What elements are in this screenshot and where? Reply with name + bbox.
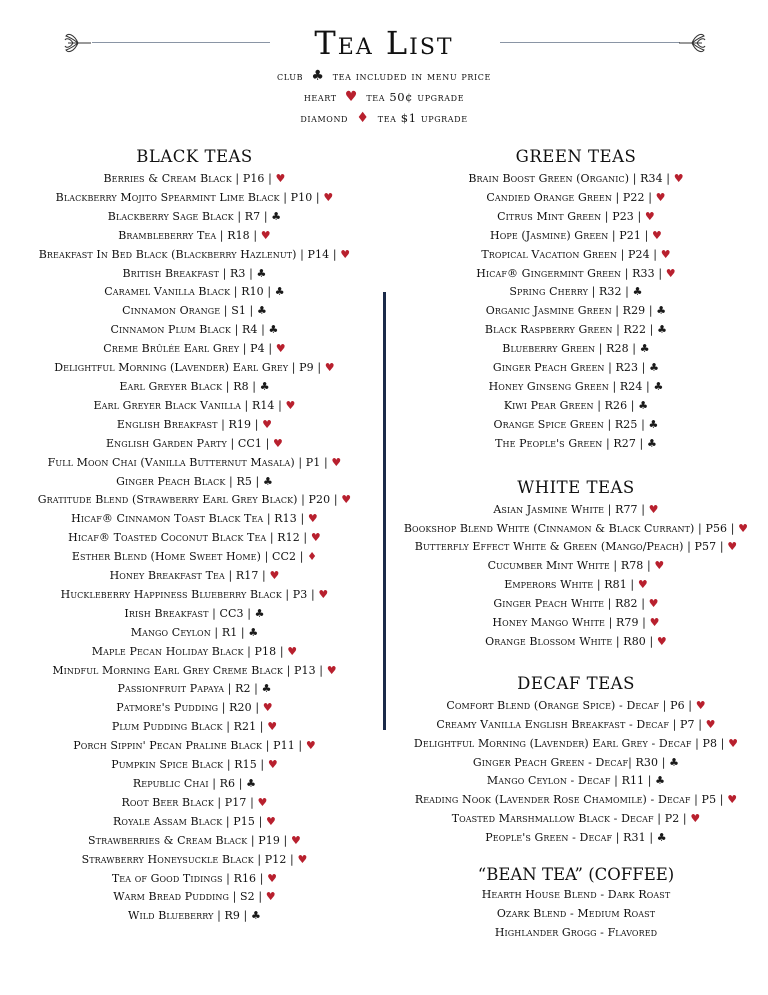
menu-item-name: Royale Assam Black | P15 | bbox=[113, 814, 263, 828]
menu-item-name: Hicaf® Cinnamon Toast Black Tea | R13 | bbox=[71, 512, 305, 526]
menu-item bbox=[392, 246, 760, 265]
heart-icon: ♥ bbox=[649, 616, 660, 630]
club-icon: ♣ bbox=[646, 436, 657, 450]
menu-header bbox=[0, 0, 768, 140]
menu-item-name: Candied Orange Green | P22 | bbox=[486, 190, 653, 204]
menu-item-name: Hearth House Blend - Dark Roast bbox=[481, 888, 671, 902]
menu-item bbox=[392, 538, 760, 557]
white-teas-list bbox=[392, 501, 760, 652]
heart-icon: ♥ bbox=[690, 812, 701, 826]
menu-item bbox=[22, 208, 367, 227]
menu-item bbox=[22, 605, 367, 624]
menu-item bbox=[392, 697, 760, 716]
menu-item-name: Kiwi Pear Green | R26 | bbox=[503, 398, 635, 412]
menu-item bbox=[22, 870, 367, 889]
menu-item-name: Blueberry Green | R28 | bbox=[502, 342, 637, 356]
club-icon: ♣ bbox=[274, 285, 285, 299]
heart-icon: ♥ bbox=[275, 342, 286, 356]
club-icon: ♣ bbox=[271, 209, 282, 223]
menu-item bbox=[392, 208, 760, 227]
menu-item bbox=[392, 340, 760, 359]
legend-text: tea 50¢ upgrade bbox=[366, 90, 465, 104]
menu-item-name: Bookshop Blend White (Cinnamon & Black Currant) | P56 | bbox=[403, 521, 735, 535]
menu-item-name: Citrus Mint Green | P23 | bbox=[497, 209, 642, 223]
menu-item-name: Creamy Vanilla English Breakfast - Decaf | P7 | bbox=[436, 717, 703, 731]
club-icon: ♣ bbox=[311, 68, 325, 84]
menu-item-name: Irish Breakfast | CC3 | bbox=[124, 606, 252, 620]
heart-icon: ♥ bbox=[310, 531, 321, 545]
menu-item bbox=[22, 699, 367, 718]
menu-item bbox=[22, 737, 367, 756]
menu-item bbox=[22, 321, 367, 340]
menu-item-name: Strawberry Honeysuckle Black | P12 | bbox=[81, 852, 294, 866]
menu-item-name: Comfort Blend (Orange Spice) - Decaf | P6 | bbox=[446, 698, 693, 712]
menu-item-name: Tea of Good Tidings | R16 | bbox=[111, 871, 264, 885]
right-column bbox=[392, 146, 760, 943]
section-title-bean-tea: “BEAN TEA” (COFFEE) bbox=[477, 865, 675, 885]
menu-item-name: Pumpkin Spice Black | R15 | bbox=[111, 758, 265, 772]
heart-icon: ♥ bbox=[287, 644, 298, 658]
menu-item-name: Honey Mango White | R79 | bbox=[492, 616, 646, 630]
heart-icon: ♥ bbox=[305, 739, 316, 753]
heart-icon: ♥ bbox=[344, 89, 359, 105]
heart-icon: ♥ bbox=[297, 852, 308, 866]
menu-item bbox=[22, 359, 367, 378]
menu-item bbox=[392, 265, 760, 284]
menu-item bbox=[22, 548, 367, 567]
menu-item-name: Cucumber Mint White | R78 | bbox=[487, 559, 651, 573]
legend-heart bbox=[0, 89, 768, 105]
heart-icon: ♥ bbox=[267, 871, 278, 885]
heart-icon: ♥ bbox=[257, 795, 268, 809]
menu-item-name: Cinnamon Orange | S1 | bbox=[122, 304, 254, 318]
menu-item bbox=[392, 633, 760, 652]
heart-icon: ♥ bbox=[326, 663, 337, 677]
menu-item-name: Orange Blossom White | R80 | bbox=[485, 634, 654, 648]
menu-item-name: Gratitude Blend (Strawberry Earl Grey Black) | P20 | bbox=[37, 493, 338, 507]
heart-icon: ♥ bbox=[331, 455, 342, 469]
menu-item bbox=[392, 829, 760, 848]
menu-item bbox=[392, 189, 760, 208]
club-icon: ♣ bbox=[656, 831, 667, 845]
club-icon: ♣ bbox=[639, 342, 650, 356]
club-icon: ♣ bbox=[648, 417, 659, 431]
menu-item-name: Hope (Jasmine) Green | P21 | bbox=[490, 228, 649, 242]
menu-item bbox=[392, 735, 760, 754]
heart-icon: ♥ bbox=[269, 569, 280, 583]
menu-item-name: Butterfly Effect White & Green (Mango/Peach) | P57 | bbox=[414, 540, 724, 554]
menu-item bbox=[22, 302, 367, 321]
menu-item bbox=[22, 170, 367, 189]
section-title-white-teas: WHITE TEAS bbox=[517, 477, 635, 497]
menu-item bbox=[22, 416, 367, 435]
legend-club bbox=[0, 68, 768, 84]
menu-item bbox=[22, 265, 367, 284]
menu-item-name: Honey Breakfast Tea | R17 | bbox=[109, 569, 266, 583]
black-teas-column bbox=[22, 146, 367, 926]
menu-item-name: Blackberry Sage Black | R7 | bbox=[107, 209, 268, 223]
club-icon: ♣ bbox=[632, 285, 643, 299]
green-teas-list bbox=[392, 170, 760, 454]
menu-item bbox=[392, 754, 760, 773]
heart-icon: ♥ bbox=[318, 587, 329, 601]
menu-item-name: Ginger Peach Black | R5 | bbox=[116, 474, 260, 488]
menu-item-name: Ginger Peach Green - Decaf| R30 | bbox=[472, 755, 666, 769]
menu-item-name: Porch Sippin' Pecan Praline Black | P11 | bbox=[73, 739, 303, 753]
menu-item-name: Black Raspberry Green | R22 | bbox=[484, 323, 654, 337]
menu-item-name: British Breakfast | R3 | bbox=[122, 266, 253, 280]
menu-item bbox=[22, 624, 367, 643]
menu-item bbox=[392, 520, 760, 539]
menu-item-name: People's Green - Decaf | R31 | bbox=[485, 831, 654, 845]
heart-icon: ♥ bbox=[655, 190, 666, 204]
menu-item-name: Emperors White | R81 | bbox=[504, 578, 635, 592]
black-teas-list bbox=[22, 170, 367, 926]
menu-item bbox=[392, 416, 760, 435]
menu-item bbox=[22, 189, 367, 208]
menu-item bbox=[392, 557, 760, 576]
heart-icon: ♥ bbox=[727, 793, 738, 807]
menu-item bbox=[392, 501, 760, 520]
menu-item bbox=[392, 772, 760, 791]
heart-icon: ♥ bbox=[262, 701, 273, 715]
menu-item-name: Maple Pecan Holiday Black | P18 | bbox=[91, 644, 284, 658]
heart-icon: ♥ bbox=[648, 502, 659, 516]
menu-item bbox=[392, 905, 760, 924]
menu-item bbox=[392, 378, 760, 397]
club-icon: ♣ bbox=[669, 755, 680, 769]
heart-icon: ♥ bbox=[656, 634, 667, 648]
menu-item bbox=[22, 643, 367, 662]
menu-item bbox=[22, 794, 367, 813]
heart-icon: ♥ bbox=[673, 172, 684, 185]
menu-item-name: Earl Greyer Black Vanilla | R14 | bbox=[93, 398, 282, 412]
menu-item-name: Passionfruit Papaya | R2 | bbox=[117, 682, 258, 696]
page-title: Tea List bbox=[314, 24, 454, 62]
heart-icon: ♥ bbox=[341, 493, 352, 507]
menu-item bbox=[392, 170, 760, 189]
menu-item-name: Plum Pudding Black | R21 | bbox=[111, 720, 264, 734]
menu-item-name: Patmore's Pudding | R20 | bbox=[116, 701, 260, 715]
menu-item-name: Hicaf® Gingermint Green | R33 | bbox=[476, 266, 663, 280]
legend-diamond bbox=[0, 110, 768, 126]
menu-item-name: Mango Ceylon - Decaf | R11 | bbox=[486, 774, 652, 788]
menu-item-name: Strawberries & Cream Black | P19 | bbox=[88, 833, 288, 847]
club-icon: ♣ bbox=[655, 774, 666, 788]
heart-icon: ♥ bbox=[637, 578, 648, 592]
heart-icon: ♥ bbox=[652, 228, 662, 242]
menu-item bbox=[22, 888, 367, 907]
menu-item-name: Toasted Marshmallow Black - Decaf | P2 | bbox=[451, 812, 687, 826]
heart-icon: ♥ bbox=[267, 720, 278, 734]
menu-item-name: Ginger Peach Green | R23 | bbox=[492, 361, 646, 375]
menu-item bbox=[22, 435, 367, 454]
section-title-green-teas: GREEN TEAS bbox=[515, 147, 637, 166]
legend-prefix: diamond bbox=[300, 111, 349, 125]
heart-icon: ♥ bbox=[660, 247, 671, 261]
menu-item bbox=[392, 435, 760, 454]
menu-item-name: Caramel Vanilla Black | R10 | bbox=[104, 285, 272, 299]
heart-icon: ♥ bbox=[307, 512, 318, 526]
menu-item bbox=[392, 321, 760, 340]
menu-item bbox=[22, 491, 367, 510]
heart-icon: ♥ bbox=[265, 814, 276, 828]
club-icon: ♣ bbox=[256, 304, 267, 318]
column-divider bbox=[383, 292, 386, 730]
club-icon: ♣ bbox=[250, 909, 261, 923]
menu-item-name: Esther Blend (Home Sweet Home) | CC2 | bbox=[71, 550, 304, 564]
club-icon: ♣ bbox=[246, 777, 257, 790]
menu-item bbox=[22, 680, 367, 699]
menu-item-name: Asian Jasmine White | R77 | bbox=[493, 502, 646, 516]
menu-item-name: Hicaf® Toasted Coconut Black Tea | R12 | bbox=[68, 531, 308, 545]
club-icon: ♣ bbox=[261, 682, 272, 696]
menu-item-name: Breakfast In Bed Black (Blackberry Hazlenut) | P14 | bbox=[38, 247, 337, 261]
menu-item bbox=[392, 810, 760, 829]
heart-icon: ♥ bbox=[262, 417, 273, 431]
club-icon: ♣ bbox=[256, 266, 267, 280]
bean-tea-list bbox=[392, 886, 760, 943]
menu-item-name: Brain Boost Green (Organic) | R34 | bbox=[468, 172, 671, 185]
heart-icon: ♥ bbox=[705, 717, 716, 731]
club-icon: ♣ bbox=[653, 379, 664, 393]
menu-item-name: Spring Cherry | R32 | bbox=[509, 285, 629, 299]
diamond-icon: ♦ bbox=[307, 550, 318, 564]
menu-item bbox=[392, 886, 760, 905]
menu-item-name: Wild Blueberry | R9 | bbox=[128, 909, 248, 923]
menu-item bbox=[22, 340, 367, 359]
club-icon: ♣ bbox=[254, 606, 265, 620]
heart-icon: ♥ bbox=[644, 209, 655, 223]
menu-item bbox=[22, 246, 367, 265]
legend-prefix: club bbox=[277, 69, 304, 83]
menu-item bbox=[392, 614, 760, 633]
heart-icon: ♥ bbox=[267, 758, 278, 772]
menu-item-name: Tropical Vacation Green | P24 | bbox=[481, 247, 658, 261]
menu-item-name: Organic Jasmine Green | R29 | bbox=[485, 304, 653, 318]
menu-item bbox=[392, 359, 760, 378]
section-title-decaf-teas: DECAF TEAS bbox=[517, 673, 635, 693]
heart-icon: ♥ bbox=[273, 436, 283, 450]
heart-icon: ♥ bbox=[727, 540, 738, 554]
club-icon: ♣ bbox=[259, 379, 270, 393]
menu-item bbox=[22, 756, 367, 775]
legend-text: tea included in menu price bbox=[332, 69, 491, 83]
club-icon: ♣ bbox=[649, 361, 660, 375]
club-icon: ♣ bbox=[262, 474, 273, 488]
menu-item bbox=[392, 924, 760, 943]
heart-icon: ♥ bbox=[340, 247, 351, 261]
heart-icon: ♥ bbox=[275, 172, 286, 185]
menu-item-name: Reading Nook (Lavender Rose Chamomile) - Decaf | P5 | bbox=[414, 793, 724, 807]
heart-icon: ♥ bbox=[324, 361, 335, 375]
menu-item bbox=[22, 586, 367, 605]
menu-item-name: Mango Ceylon | R1 | bbox=[130, 625, 245, 639]
menu-item-name: Cinnamon Plum Black | R4 | bbox=[110, 323, 265, 337]
menu-item-name: The People's Green | R27 | bbox=[495, 436, 644, 450]
menu-item bbox=[22, 718, 367, 737]
heart-icon: ♥ bbox=[290, 833, 301, 847]
menu-item bbox=[22, 378, 367, 397]
menu-item-name: Full Moon Chai (Vanilla Butternut Masala) | P1 | bbox=[47, 455, 328, 469]
menu-item bbox=[22, 662, 367, 681]
club-icon: ♣ bbox=[656, 304, 667, 318]
menu-item-name: Highlander Grogg - Flavored bbox=[494, 925, 658, 939]
menu-item bbox=[392, 716, 760, 735]
menu-item-name: Brambleberry Tea | R18 | bbox=[118, 228, 258, 242]
menu-item-name: English Breakfast | R19 | bbox=[116, 417, 259, 431]
menu-item bbox=[22, 851, 367, 870]
menu-item-name: Delightful Morning (Lavender) Earl Grey - Decaf | P8 | bbox=[413, 736, 725, 750]
menu-item-name: Orange Spice Green | R25 | bbox=[493, 417, 645, 431]
heart-icon: ♥ bbox=[648, 597, 659, 611]
menu-item-name: Berries & Cream Black | P16 | bbox=[103, 172, 272, 185]
menu-item-name: Root Beer Black | P17 | bbox=[121, 795, 254, 809]
heart-icon: ♥ bbox=[728, 736, 739, 750]
menu-item bbox=[392, 791, 760, 810]
menu-item-name: Huckleberry Happiness Blueberry Black | P3 | bbox=[60, 587, 315, 601]
club-icon: ♣ bbox=[638, 398, 649, 412]
leaf-flourish-icon bbox=[678, 30, 706, 56]
menu-item bbox=[22, 283, 367, 302]
menu-item bbox=[392, 283, 760, 302]
menu-item bbox=[392, 227, 760, 246]
heart-icon: ♥ bbox=[260, 228, 271, 242]
menu-item-name: Creme Brûlée Earl Grey | P4 | bbox=[103, 342, 273, 356]
heart-icon: ♥ bbox=[695, 698, 706, 712]
menu-item bbox=[22, 775, 367, 794]
menu-item-name: Honey Ginseng Green | R24 | bbox=[488, 379, 650, 393]
legend-text: tea $1 upgrade bbox=[377, 111, 468, 125]
menu-item-name: Republic Chai | R6 | bbox=[132, 777, 243, 790]
menu-item-name: Ginger Peach White | R82 | bbox=[493, 597, 646, 611]
club-icon: ♣ bbox=[268, 323, 279, 337]
heart-icon: ♥ bbox=[285, 398, 296, 412]
heart-icon: ♥ bbox=[323, 190, 334, 204]
menu-item-name: English Garden Party | CC1 | bbox=[106, 436, 270, 450]
menu-item bbox=[22, 567, 367, 586]
header-rule-right bbox=[500, 42, 680, 43]
diamond-icon: ♦ bbox=[356, 110, 370, 126]
menu-item-name: Delightful Morning (Lavender) Earl Grey | P9 | bbox=[54, 361, 322, 375]
menu-item-name: Mindful Morning Earl Grey Creme Black | P13 | bbox=[52, 663, 324, 677]
menu-item-name: Ozark Blend - Medium Roast bbox=[496, 907, 656, 920]
menu-item-name: Warm Bread Pudding | S2 | bbox=[113, 890, 263, 904]
section-title-black-teas: BLACK TEAS bbox=[136, 147, 253, 166]
club-icon: ♣ bbox=[248, 625, 259, 639]
menu-item bbox=[22, 907, 367, 926]
menu-item bbox=[22, 832, 367, 851]
menu-item bbox=[22, 510, 367, 529]
menu-item bbox=[392, 302, 760, 321]
club-icon: ♣ bbox=[657, 323, 668, 337]
menu-item bbox=[392, 595, 760, 614]
heart-icon: ♥ bbox=[738, 521, 749, 535]
decaf-teas-list bbox=[392, 697, 760, 848]
heart-icon: ♥ bbox=[654, 559, 665, 573]
menu-item bbox=[22, 454, 367, 473]
heart-icon: ♥ bbox=[265, 890, 276, 904]
menu-item bbox=[392, 576, 760, 595]
menu-item bbox=[22, 397, 367, 416]
menu-item bbox=[22, 813, 367, 832]
legend-prefix: heart bbox=[303, 90, 337, 104]
menu-item-name: Blackberry Mojito Spearmint Lime Black | P10 | bbox=[55, 190, 320, 204]
heart-icon: ♥ bbox=[665, 266, 676, 280]
menu-item bbox=[392, 397, 760, 416]
menu-item-name: Earl Greyer Black | R8 | bbox=[119, 379, 257, 393]
menu-item bbox=[22, 473, 367, 492]
menu-item bbox=[22, 529, 367, 548]
menu-item bbox=[22, 227, 367, 246]
